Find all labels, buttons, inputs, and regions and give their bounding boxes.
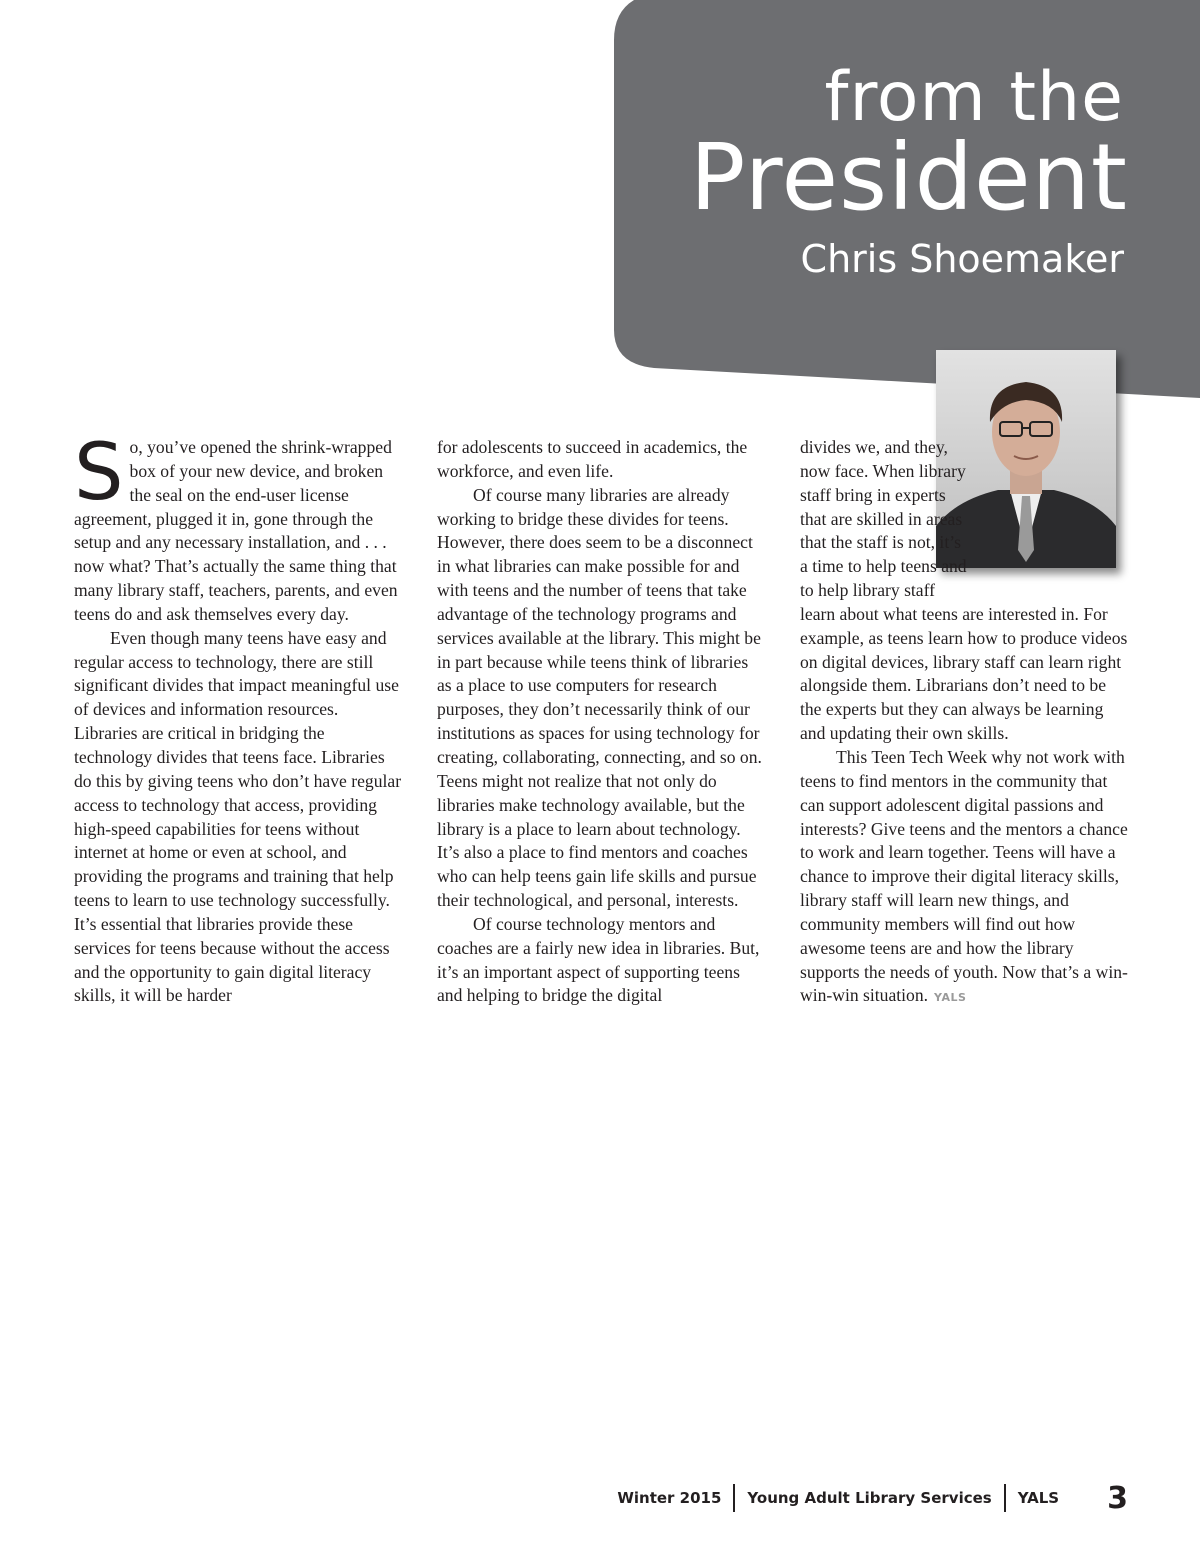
title-line-2: President (689, 124, 1128, 231)
footer-divider (733, 1484, 735, 1512)
footer-divider (1004, 1484, 1006, 1512)
author-name: Chris Shoemaker (800, 237, 1124, 281)
footer-issue: Winter 2015 (617, 1489, 722, 1507)
title-line-1: from the (824, 58, 1124, 137)
paragraph-2-continued: for adolescents to succeed in academics, the workforce, and even life. (437, 437, 748, 481)
article-column-2 (437, 436, 767, 1008)
page-number: 3 (1107, 1480, 1128, 1516)
paragraph-4-continued: divides we, and they, now face. When library staff bring in experts that are skilled in areas that the staff is not, it’s a time to help teens and to help library staff learn about what teens are interested in. For example, as teens learn how to produce videos on digital devices, library staff can learn right alongside them. Librarians don’t need to be the experts but they can always be learning and updating their own skills. (800, 437, 1128, 744)
footer-publication: Young Adult Library Services (747, 1489, 992, 1507)
paragraph-4: Of course technology mentors and coaches are a fairly new idea in libraries. But, it’s an important aspect of supporting teens and helping to bridge the digital (437, 913, 760, 1006)
paragraph-1-text: o, you’ve opened the shrink-wrapped box of your new device, and broken the seal on the end-user license agreement, plugged it in, gone through the setup and any necessary installation, and . . . now what? That’s actually the same thing that many library staff, teachers, parents, and even teens do and ask themselves every day. (74, 437, 398, 624)
paragraph-1 (74, 428, 402, 627)
end-mark: YALS (934, 991, 967, 1005)
page-footer (617, 1478, 1128, 1518)
article-column-1 (74, 428, 402, 1008)
footer-abbrev: YALS (1017, 1489, 1060, 1507)
article-column-3 (800, 436, 1130, 1010)
paragraph-5 (800, 746, 1130, 1010)
drop-cap: S (74, 428, 124, 518)
paragraph-5-text: This Teen Tech Week why not work with teens to find mentors in the community that can support adolescent digital passions and interests? Give teens and the mentors a chance to work and learn together. Teens will have a chance to improve their digital literacy skills, library staff will learn new things, and community members will find out how awesome teens are and how the library supports the needs of youth. Now that’s a win-win-win situation. (800, 746, 1128, 1006)
photo-wrap-space (972, 436, 1130, 596)
paragraph-2: Even though many teens have easy and regular access to technology, there are still significant divides that impact meaningful use of devices and information resources. Libraries are critical in bridging the technology divides that teens face. Libraries do this by giving teens who don’t have regular access to technology that access, providing high-speed capabilities for teens without internet at home or even at school, and providing the programs and training that help teens to learn to use technology successfully. It’s essential that libraries provide these services for teens because without the access and the opportunity to gain digital literacy skills, it will be harder (74, 627, 402, 1006)
paragraph-3: Of course many libraries are already working to bridge these divides for teens. However, there does seem to be a disconnect in what libraries can make possible for and with teens and the number of teens that take advantage of the technology programs and services available at the library. This might be in part because while teens think of libraries as a place to use computers for research purposes, they don’t necessarily think of our institutions as spaces for using technology for creating, collaborating, connecting, and so on. Teens might not realize that not only do libraries make technology available, but the library is a place to learn about technology. It’s also a place to find mentors and coaches who can help teens gain life skills and pursue their technological, and personal, interests. (437, 484, 762, 911)
